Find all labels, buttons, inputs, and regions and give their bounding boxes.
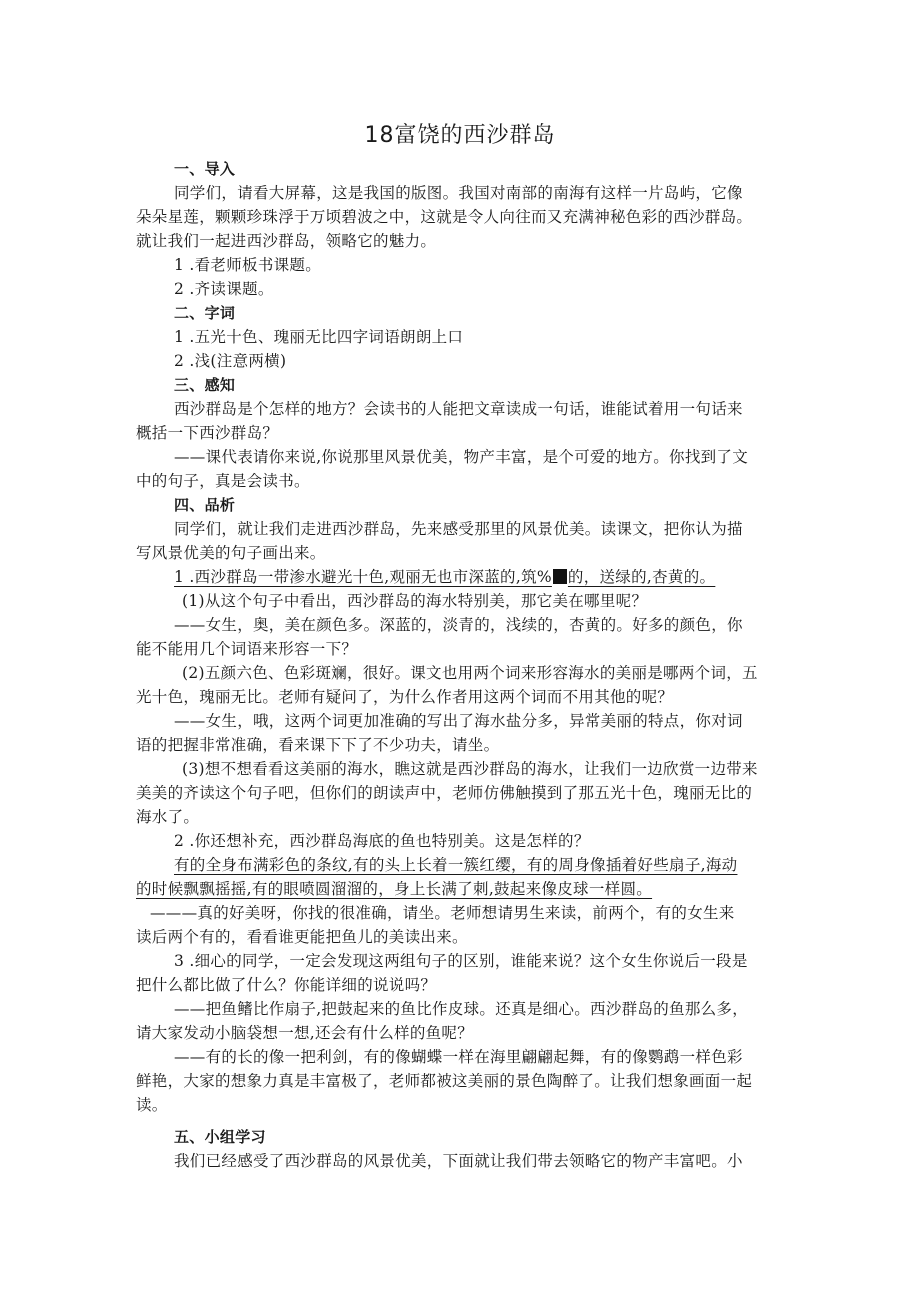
underlined-sentence — [174, 566, 715, 588]
paragraph-line: 语的把握非常准确，看来课下下了不少功夫，请坐。 — [136, 736, 500, 754]
paragraph-line: ——女生，奥，美在颜色多。深蓝的，淡青的，浅续的，杏黄的。好多的颜色，你 — [174, 616, 743, 634]
list-item: 2 .齐读课题。 — [174, 280, 274, 298]
paragraph-line: 我们已经感受了西沙群岛的风景优美，下面就让我们带去领略它的物产丰富吧。小 — [174, 1152, 743, 1170]
paragraph-line: ——课代表请你来说,你说那里风景优美，物产丰富，是个可爱的地方。你找到了文 — [174, 448, 749, 466]
paragraph-line: ———真的好美呀，你找的很准确，请坐。老师想请男生来读，前两个，有的女生来 — [150, 904, 735, 922]
paragraph-line: 请大家发动小脑袋想一想,还会有什么样的鱼呢？ — [136, 1024, 474, 1042]
paragraph-line: (3)想不想看看这美丽的海水，瞧这就是西沙群岛的海水，让我们一边欣赏一边带来 — [182, 760, 758, 778]
underlined-text: 1 .西沙群岛一带渗水避光十色,观丽无也市深蓝的,筑% — [174, 568, 552, 586]
paragraph-line: ——有的长的像一把利剑，有的像蝴蝶一样在海里翩翩起舞，有的像鹦鹉一样色彩 — [174, 1048, 743, 1066]
underlined-text: 的，送绿的,杏黄的。 — [567, 568, 716, 586]
paragraph-line: 把什么都比做了什么？你能详细的说说吗？ — [136, 976, 437, 994]
paragraph-line: (2)五颜六色、色彩斑斓，很好。课文也用两个词来形容海水的美丽是哪两个词，五 — [182, 664, 758, 682]
paragraph-line: 中的句子，真是会读书。 — [136, 472, 310, 490]
list-item: 1 .看老师板书课题。 — [174, 256, 322, 274]
paragraph-line: 读后两个有的，看看谁更能把鱼儿的美读出来。 — [136, 928, 468, 946]
paragraph-line: (1)从这个句子中看出，西沙群岛的海水特别美，那它美在哪里呢？ — [182, 592, 648, 610]
paragraph-line: 同学们，就让我们走进西沙群岛，先来感受那里的风景优美。读课文，把你认为描 — [174, 520, 743, 538]
paragraph-line: 同学们，请看大屏幕，这是我国的版图。我国对南部的南海有这样一片岛屿，它像 — [174, 184, 743, 202]
paragraph-line: 鲜艳，大家的想象力真是丰富极了，老师都被这美丽的景色陶醉了。让我们想象画面一起 — [136, 1072, 753, 1090]
underlined-sentence: 有的全身布满彩色的条纹,有的头上长着一簇红缨，有的周身像插着好些扇子,海动 — [174, 856, 738, 874]
paragraph-line: ——女生，哦，这两个词更加准确的写出了海水盐分多，异常美丽的特点，你对词 — [174, 712, 743, 730]
section-heading: 二、字词 — [174, 304, 236, 322]
list-item: 1 .五光十色、瑰丽无比四字词语朗朗上口 — [174, 328, 464, 346]
paragraph-line: 美美的齐读这个句子吧，但你们的朗读声中，老师仿佛触摸到了那五光十色，瑰丽无比的 — [136, 784, 753, 802]
paragraph-line: 概括一下西沙群岛？ — [136, 424, 279, 442]
paragraph-line: ——把鱼鳍比作扇子,把鼓起来的鱼比作皮球。还真是细心。西沙群岛的鱼那么多， — [174, 1000, 749, 1018]
paragraph-line: 读。 — [136, 1096, 168, 1114]
paragraph-line: 朵朵星莲，颗颗珍珠浮于万顷碧波之中，这就是令人向往而又充满神秘色彩的西沙群岛。 — [136, 208, 753, 226]
paragraph-line: 海水了。 — [136, 808, 200, 826]
paragraph-line: 光十色，瑰丽无比。老师有疑问了，为什么作者用这两个词而不用其他的呢？ — [136, 688, 674, 706]
paragraph-line: 西沙群岛是个怎样的地方？会读书的人能把文章读成一句话，谁能试着用一句话来 — [174, 400, 743, 418]
paragraph-line: 就让我们一起进西沙群岛，领略它的魅力。 — [136, 232, 437, 250]
list-item: 2 .你还想补充，西沙群岛海底的鱼也特别美。这是怎样的？ — [174, 832, 590, 850]
list-item: 3 .细心的同学，一定会发现这两组句子的区别，谁能来说？这个女生你说后一段是 — [174, 952, 748, 970]
page-title: 18富饶的西沙群岛 — [364, 123, 556, 148]
section-heading: 三、感知 — [174, 376, 236, 394]
section-heading: 四、品析 — [174, 496, 236, 514]
section-heading: 一、导入 — [174, 160, 236, 178]
section-heading: 五、小组学习 — [174, 1128, 266, 1146]
paragraph-line: 写风景优美的句子画出来。 — [136, 544, 326, 562]
redaction-mark — [553, 569, 567, 584]
underlined-sentence: 的时候飘飘摇摇,有的眼喷圆溜溜的，身上长满了刺,鼓起来像皮球一样圆。 — [136, 880, 653, 898]
list-item: 2 .浅(注意两横) — [174, 352, 287, 370]
paragraph-line: 能不能用几个词语来形容一下？ — [136, 640, 358, 658]
